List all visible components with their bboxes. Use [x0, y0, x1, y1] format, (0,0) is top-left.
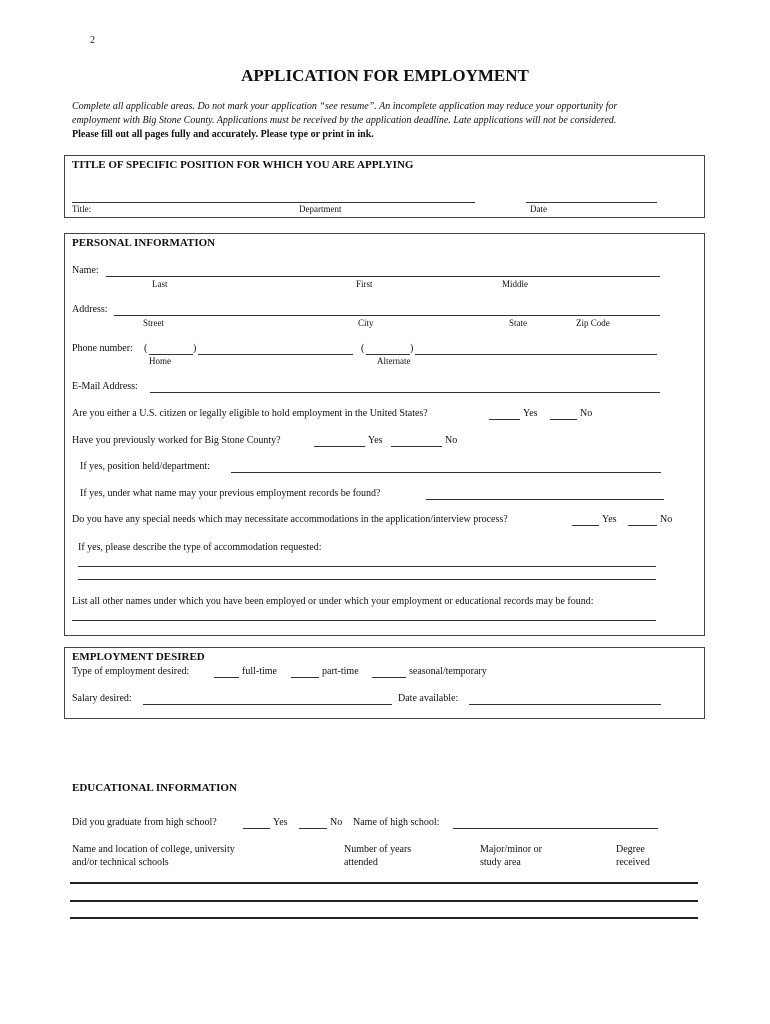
college-col-line-1: Name and location of college, university	[72, 844, 235, 855]
street-label: Street	[143, 318, 164, 328]
part-time-label: part-time	[322, 666, 359, 677]
page-title: APPLICATION FOR EMPLOYMENT	[241, 66, 529, 85]
hs-no-field[interactable]	[299, 828, 327, 829]
years-col-line-2: attended	[344, 857, 378, 868]
hs-yes-field[interactable]	[243, 828, 270, 829]
employment-heading: EMPLOYMENT DESIRED	[72, 651, 205, 663]
city-label: City	[358, 318, 374, 328]
full-time-field[interactable]	[214, 677, 239, 678]
middle-label: Middle	[502, 279, 528, 289]
special-needs-no-field[interactable]	[628, 525, 657, 526]
intro-line-3: Please fill out all pages fully and accurately. Please type or print in ink.	[72, 129, 374, 140]
home-area-close: )	[193, 343, 197, 354]
full-time-label: full-time	[242, 666, 277, 677]
home-area-code-field[interactable]	[149, 354, 193, 355]
education-heading: EDUCATIONAL INFORMATION	[72, 782, 237, 794]
alt-area-open: (	[361, 343, 365, 354]
date-label: Date	[530, 204, 547, 214]
home-label: Home	[149, 356, 171, 366]
alternate-label: Alternate	[377, 356, 411, 366]
if-yes-position-field[interactable]	[231, 472, 661, 473]
salary-field[interactable]	[143, 704, 392, 705]
citizen-yes-label: Yes	[523, 408, 538, 419]
years-col-line-1: Number of years	[344, 844, 412, 855]
education-row-line-2[interactable]	[70, 900, 698, 902]
accommodation-line-2[interactable]	[78, 579, 656, 580]
citizen-yes-field[interactable]	[489, 419, 520, 420]
seasonal-field[interactable]	[372, 677, 406, 678]
alt-area-code-field[interactable]	[366, 354, 410, 355]
citizen-no-label: No	[580, 408, 593, 419]
hs-name-field[interactable]	[453, 828, 658, 829]
if-yes-position-label: If yes, position held/department:	[80, 461, 210, 472]
hs-no-label: No	[330, 817, 343, 828]
if-yes-accommodation-label: If yes, please describe the type of accommodation requested:	[78, 542, 322, 553]
alt-phone-field[interactable]	[415, 354, 657, 355]
alt-area-close: )	[410, 343, 414, 354]
employment-type-label: Type of employment desired:	[72, 666, 190, 677]
education-row-line-3[interactable]	[70, 917, 698, 919]
accommodation-line-1[interactable]	[78, 566, 656, 567]
intro-line-1: Complete all applicable areas. Do not mark your application “see resume”. An incomplete application may reduce your opportunity for	[72, 101, 618, 112]
last-label: Last	[152, 279, 168, 289]
special-needs-yes-label: Yes	[602, 514, 617, 525]
worked-yes-field[interactable]	[314, 446, 365, 447]
worked-question: Have you previously worked for Big Stone County?	[72, 435, 281, 446]
special-needs-yes-field[interactable]	[572, 525, 599, 526]
home-area-open: (	[144, 343, 148, 354]
major-col-line-2: study area	[480, 857, 521, 868]
special-needs-no-label: No	[660, 514, 673, 525]
title-label: Title:	[72, 204, 92, 214]
date-field[interactable]	[526, 202, 657, 203]
salary-label: Salary desired:	[72, 693, 132, 704]
email-field[interactable]	[150, 392, 660, 393]
position-heading: TITLE OF SPECIFIC POSITION FOR WHICH YOU ARE APPLYING	[72, 159, 414, 171]
seasonal-label: seasonal/temporary	[409, 666, 487, 677]
citizen-question: Are you either a U.S. citizen or legally eligible to hold employment in the United States?	[72, 408, 428, 419]
worked-no-field[interactable]	[391, 446, 442, 447]
hs-question: Did you graduate from high school?	[72, 817, 217, 828]
date-available-field[interactable]	[469, 704, 661, 705]
major-col-line-1: Major/minor or	[480, 844, 542, 855]
other-names-label: List all other names under which you have been employed or under which your employment or educational records may be found:	[72, 596, 594, 607]
first-label: First	[356, 279, 373, 289]
intro-line-2: employment with Big Stone County. Applications must be received by the application deadline. Late applications will not be considered.	[72, 115, 617, 126]
degree-col-line-2: received	[616, 857, 650, 868]
date-available-label: Date available:	[398, 693, 459, 704]
part-time-field[interactable]	[291, 677, 319, 678]
if-yes-name-label: If yes, under what name may your previous employment records be found?	[80, 488, 381, 499]
name-label: Name:	[72, 265, 99, 276]
address-label: Address:	[72, 304, 108, 315]
name-field[interactable]	[106, 276, 660, 277]
worked-no-label: No	[445, 435, 458, 446]
degree-col-line-1: Degree	[616, 844, 645, 855]
education-row-line-1[interactable]	[70, 882, 698, 884]
hs-yes-label: Yes	[273, 817, 288, 828]
title-field[interactable]	[72, 202, 475, 203]
citizen-no-field[interactable]	[550, 419, 577, 420]
worked-yes-label: Yes	[368, 435, 383, 446]
page-number: 2	[90, 35, 95, 46]
other-names-field[interactable]	[72, 620, 656, 621]
hs-name-label: Name of high school:	[353, 817, 440, 828]
college-col-line-2: and/or technical schools	[72, 857, 169, 868]
if-yes-name-field[interactable]	[426, 499, 664, 500]
state-label: State	[509, 318, 527, 328]
home-phone-field[interactable]	[198, 354, 353, 355]
special-needs-question: Do you have any special needs which may necessitate accommodations in the application/interview process?	[72, 514, 508, 525]
department-label: Department	[299, 204, 342, 214]
zip-label: Zip Code	[576, 318, 610, 328]
email-label: E-Mail Address:	[72, 381, 138, 392]
address-field[interactable]	[114, 315, 660, 316]
personal-heading: PERSONAL INFORMATION	[72, 237, 216, 249]
phone-label: Phone number:	[72, 343, 133, 354]
